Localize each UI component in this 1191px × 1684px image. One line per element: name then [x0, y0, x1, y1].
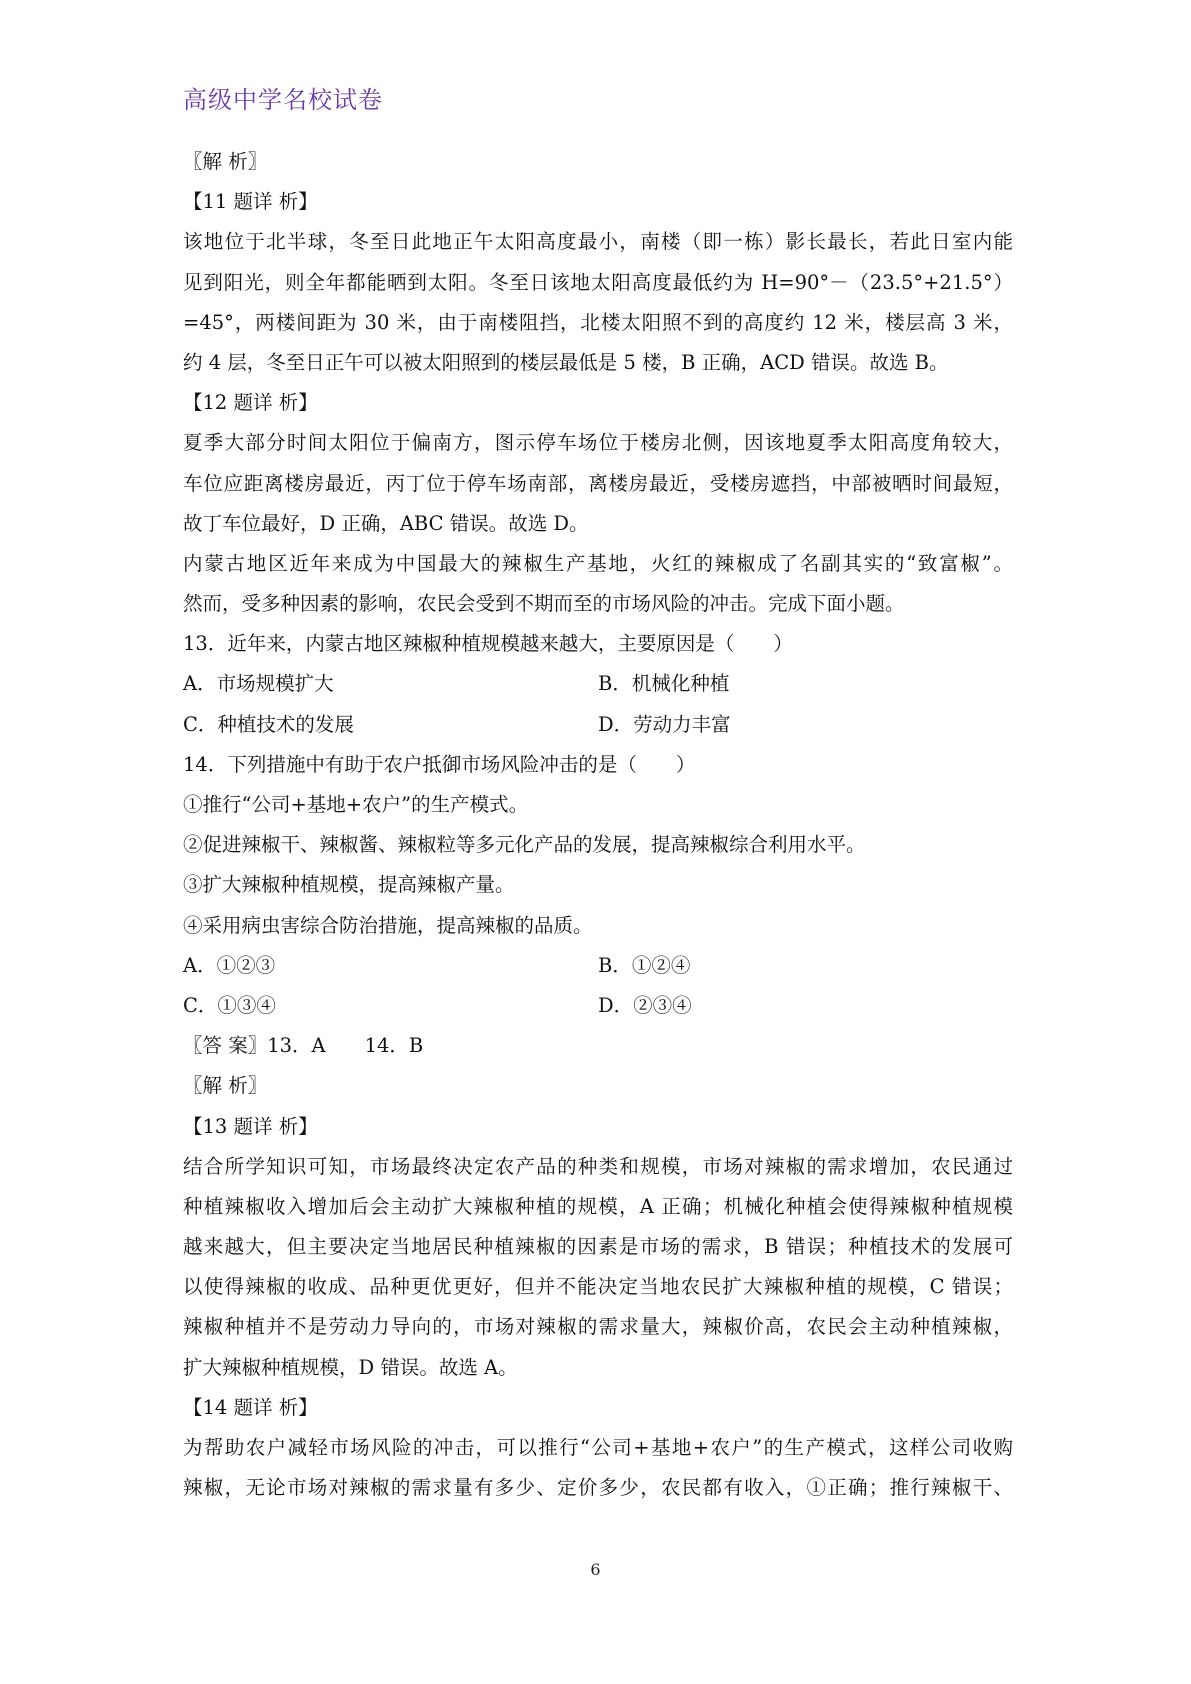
q14-option-c: C．①③④ — [183, 993, 276, 1017]
q13-analysis-line: 种植辣椒收入增加后会主动扩大辣椒种植的规模，A 正确；机械化种植会使得辣椒种植规模 — [183, 1194, 1013, 1218]
q13-analysis-line: 以使得辣椒的收成、品种更优更好，但并不能决定当地农民扩大辣椒种植的规模，C 错误； — [183, 1275, 1013, 1299]
q12-line: 夏季大部分时间太阳位于偏南方，图示停车场位于楼房北侧，因该地夏季太阳高度角较大， — [183, 431, 1013, 455]
answer-line: 〖答 案〗13．A 14．B — [183, 1034, 424, 1058]
q14-stem: 14．下列措施中有助于农户抵御市场风险冲击的是（ ） — [183, 752, 696, 776]
page-content — [183, 142, 1013, 1508]
analysis-label: 〖解 析〗 — [183, 150, 268, 173]
q14-option-b: B．①②④ — [598, 953, 691, 977]
q12-heading: 【12 题详 析】 — [183, 391, 318, 415]
q14-statement: ①推行“公司+基地+农户”的生产模式。 — [183, 793, 529, 816]
q13-option-a: A．市场规模扩大 — [183, 672, 334, 696]
q13-analysis-line: 扩大辣椒种植规模，D 错误。故选 A。 — [183, 1355, 518, 1379]
q14-options-row — [183, 946, 1013, 986]
q13-analysis-line: 越来越大，但主要决定当地居民种植辣椒的因素是市场的需求，B 错误；种植技术的发展可 — [183, 1235, 1013, 1259]
intro-line: 然而，受多种因素的影响，农民会受到不期而至的市场风险的冲击。完成下面小题。 — [183, 592, 905, 616]
analysis-label: 〖解 析〗 — [183, 1074, 268, 1098]
q13-analysis-line: 辣椒种植并不是劳动力导向的，市场对辣椒的需求量大，辣椒价高，农民会主动种植辣椒， — [183, 1315, 1013, 1339]
q13-options-row — [183, 664, 1013, 704]
q14-analysis-line: 为帮助农户减轻市场风险的冲击，可以推行“公司+基地+农户”的生产模式，这样公司收购 — [183, 1436, 1013, 1459]
q11-line: 该地位于北半球，冬至日此地正午太阳高度最小，南楼（即一栋）影长最长，若此日室内能 — [183, 230, 1013, 254]
q14-option-d: D．②③④ — [598, 993, 692, 1017]
q13-option-d: D．劳动力丰富 — [598, 712, 731, 736]
q13-option-c: C．种植技术的发展 — [183, 712, 354, 736]
q14-statement: ③扩大辣椒种植规模，提高辣椒产量。 — [183, 873, 515, 897]
q12-line: 故丁车位最好，D 正确，ABC 错误。故选 D。 — [183, 511, 589, 535]
q13-options-row — [183, 705, 1013, 745]
q13-analysis-line: 结合所学知识可知，市场最终决定农产品的种类和规模，市场对辣椒的需求增加，农民通过 — [183, 1154, 1013, 1178]
q11-line: =45°，两楼间距为 30 米，由于南楼阻挡，北楼太阳照不到的高度约 12 米，楼层高 3 米， — [183, 310, 1013, 334]
q14-analysis-heading: 【14 题详 析】 — [183, 1395, 318, 1419]
q14-analysis-line: 辣椒，无论市场对辣椒的需求量有多少、定价多少，农民都有收入，①正确；推行辣椒干、 — [183, 1476, 1013, 1500]
q11-line: 约 4 层，冬至日正午可以被太阳照到的楼层最低是 5 楼，B 正确，ACD 错误。故选 B。 — [183, 350, 949, 374]
q14-option-a: A．①②③ — [183, 953, 276, 977]
q14-statement: ②促进辣椒干、辣椒酱、辣椒粒等多元化产品的发展，提高辣椒综合利用水平。 — [183, 833, 866, 857]
q14-options-row — [183, 986, 1013, 1026]
q13-stem: 13．近年来，内蒙古地区辣椒种植规模越来越大，主要原因是（ ） — [183, 632, 793, 656]
q11-heading: 【11 题详 析】 — [183, 190, 318, 214]
q14-statement: ④采用病虫害综合防治措施，提高辣椒的品质。 — [183, 913, 593, 937]
page-header: 高级中学名校试卷 — [183, 86, 383, 114]
q13-option-b: B．机械化种植 — [598, 672, 730, 696]
q12-line: 车位应距离楼房最近，丙丁位于停车场南部，离楼房最近，受楼房遮挡，中部被晒时间最短， — [183, 471, 1013, 495]
intro-line: 内蒙古地区近年来成为中国最大的辣椒生产基地，火红的辣椒成了名副其实的“致富椒”。 — [183, 551, 1013, 575]
page-number: 6 — [590, 1560, 601, 1579]
q13-analysis-heading: 【13 题详 析】 — [183, 1114, 318, 1138]
q11-line: 见到阳光，则全年都能晒到太阳。冬至日该地太阳高度最低约为 H=90°－（23.5°+21.5°） — [183, 270, 1013, 294]
